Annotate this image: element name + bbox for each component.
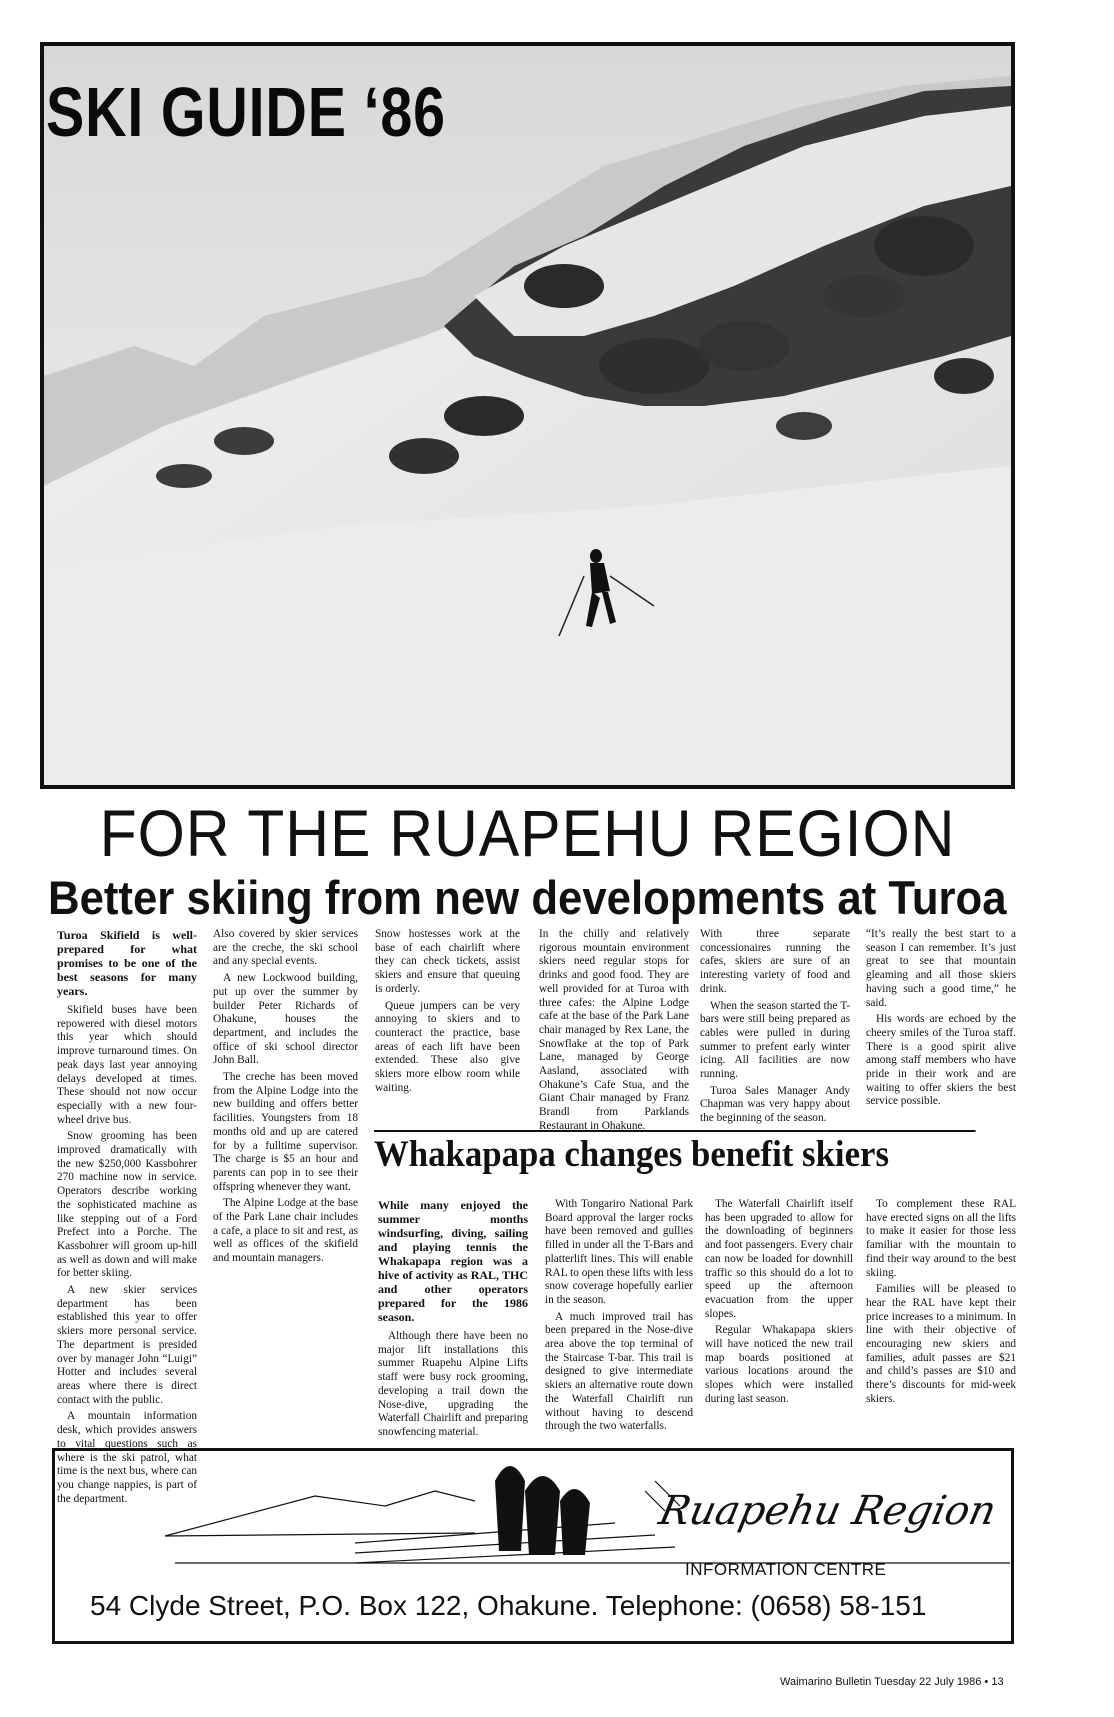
hero-photo [40,42,1015,864]
article2-column-3 [705,1198,853,1410]
article-paragraph: His words are echoed by the cheery smiles of the Turoa staff. There is a good spirit alive among staff members who have pride in their work and are waiting to offer skiers the best service possible. [866,1013,1016,1108]
article1-headline: Better skiing from new developments at Turoa [48,871,1007,924]
ad-script-logo: Ruapehu Region [655,1488,1001,1534]
article-paragraph: Turoa Sales Manager Andy Chapman was very happy about the beginning of the season. [700,1084,850,1125]
ad-address: 54 Clyde Street, P.O. Box 122, Ohakune. Telephone: (0658) 58-151 [90,1590,927,1621]
article1-column-3 [375,928,520,1098]
article-paragraph: When the season started the T-bars were still being prepared as cables were pulled in during summer to prefent early winter icing. All facilities are now running. [700,999,850,1081]
article-paragraph: Queue jumpers can be very annoying to skiers and to counteract the practice, base areas of each lift have been extended. These also give skiers more elbow room while waiting. [375,999,520,1094]
article-paragraph: The creche has been moved from the Alpine Lodge into the new building and offers better facilities. Youngsters from 18 months old and up are catered for by a fulltime supervisor. The charge is $5 an hour and parents can pop in to see their offspring whenever they want. [213,1071,358,1193]
article-paragraph: Families will be pleased to hear the RAL have kept their price increases to a minimum. In line with their objective of encouraging new skiers and families, adult passes are $21 and child’s passes are $10 and there’s discounts for mid-week skiers. [866,1283,1016,1405]
article2-column-1 [378,1198,528,1443]
article1-column-4 [539,928,689,1137]
article1-column-6 [866,928,1016,1112]
masthead-subtitle: FOR THE RUAPEHU REGION [99,796,956,870]
article2-column-2 [545,1198,693,1437]
mountain-skier-illustration [44,46,1011,790]
article-paragraph: Skifield buses have been repowered with diesel motors this year which should improve turnaround times. On peak days last year annoying delays developed at times. These should not now occur especially with a new four-wheel drive bus. [57,1004,197,1126]
page-footer: Waimarino Bulletin Tuesday 22 July 1986 • 13 [780,1676,1004,1688]
article-paragraph: In the chilly and relatively rigorous mountain environment skiers need regular stops for drinks and good food. They are well provided for at Turoa with three cafes: the Alpine Lodge cafe at the base of the Park Lane chair managed by Rex Lane, the Snowflake at the top of Park Lane, managed by George Aasland, associated with Ohakune’s Cafe Stua, and the Giant Chair managed by Franz Brandl from Parklands Restaurant in Ohakune. [539,928,689,1132]
article-paragraph: A new skier services department has been established this year to offer skiers more personal service. The department is presided over by manager John “Luigi” Hotter and includes several areas where there is direct contact with the public. [57,1284,197,1406]
article2-lead: While many enjoyed the summer months windsurfing, diving, sailing and playing tennis the Whakapapa region was a hive of activity as RAL, THC and other operators prepared for the 1986 season. [378,1198,528,1324]
article-paragraph: The Waterfall Chairlift itself has been upgraded to allow for the downloading of beginners and foot passengers. Every chair can now be loaded for downhill traffic so this should do a lot to speed up the afternoon evacuation from the upper slopes. [705,1198,853,1320]
article-paragraph: To complement these RAL have erected signs on all the lifts to make it easier for those less familiar with the mountain to find their way around to the best skiing. [866,1198,1016,1279]
article-paragraph: Snow grooming has been improved dramatically with the new $250,000 Kassbohrer 270 machine now in service. Operators describe working the sophisticated machine as like stepping out of a Ford Prefect into a Porche. The Kassbohrer will groom up-hill as well as down and will make for better skiing. [57,1130,197,1280]
article-paragraph: “It’s really the best start to a season I can remember. It’s just great to see that mountain gleaming and all those skiers having such a good time,” he said. [866,928,1016,1009]
article-paragraph: A mountain information desk, which provides answers to vital questions such as where is the ski patrol, what time is the next bus, where can you change nappies, is part of the department. [57,1410,197,1505]
article2-headline: Whakapapa changes benefit skiers [374,1130,976,1176]
article1-column-2 [213,928,358,1269]
article-paragraph: Although there have been no major lift installations this summer Ruapehu Alpine Lifts staff were busy rock grooming, developing a trail down the Nose-dive, upgrading the Waterfall Chairlift and preparing snowfencing material. [378,1330,528,1438]
article2-column-4 [866,1198,1016,1410]
article-paragraph: With three separate concessionaires running the cafes, skiers are sure of an interesting variety of food and drink. [700,928,850,995]
article-paragraph: A much improved trail has been prepared in the Nose-dive area above the top terminal of the Staircase T-bar. This trail is designed to give intermediate skiers an alternative route down the Waterfall Chairlift run without having to descend through the two waterfalls. [545,1310,693,1433]
article1-lead: Turoa Skifield is well-prepared for what promises to be one of the best seasons for many years. [57,928,197,998]
article1-column-1 [57,928,197,1509]
masthead-title: SKI GUIDE ‘86 [46,73,446,151]
article-paragraph: Regular Whakapapa skiers will have noticed the new trail map boards positioned at various locations around the slopes which were installed during last season. [705,1324,853,1405]
article-paragraph: Also covered by skier services are the creche, the ski school and any special events. [213,928,358,968]
article1-column-5 [700,928,850,1129]
article-paragraph: Snow hostesses work at the base of each chairlift where they can check tickets, assist skiers and ensure that queuing is orderly. [375,928,520,995]
article-paragraph: A new Lockwood building, put up over the summer by builder Peter Richards of Ohakune, houses the department, and includes the office of ski school director John Ball. [213,972,358,1067]
article-paragraph: With Tongariro National Park Board approval the larger rocks have been removed and gullies filled in under all the T-Bars and platterlift lines. This will enable RAL to open these lifts with less snow coverage hopefully earlier in the season. [545,1198,693,1306]
region-banner [40,785,1015,869]
article-paragraph: The Alpine Lodge at the base of the Park Lane chair includes a cafe, a place to sit and rest, as well as offices of the skifield and mountain managers. [213,1197,358,1265]
ad-label: INFORMATION CENTRE [685,1560,887,1579]
